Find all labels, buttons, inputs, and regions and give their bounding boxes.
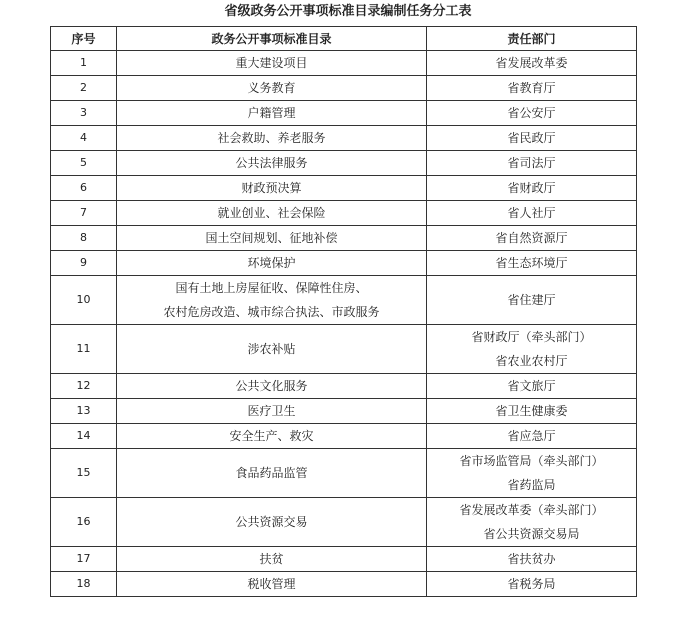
table-row	[51, 201, 637, 226]
responsible-dept-line: 省农业农村厅	[495, 354, 568, 368]
table-row	[51, 374, 637, 399]
catalog-item-cell	[117, 251, 427, 276]
table-row	[51, 226, 637, 251]
serial-number-cell: 6	[51, 176, 117, 201]
responsible-dept-line: 省税务局	[507, 577, 556, 591]
responsible-dept-line: 省住建厅	[507, 293, 556, 307]
responsible-dept-cell	[427, 51, 637, 76]
serial-number-cell: 2	[51, 76, 117, 101]
catalog-item-cell	[117, 126, 427, 151]
responsible-dept-line: 省人社厅	[507, 206, 556, 220]
responsible-dept-line: 省教育厅	[507, 81, 556, 95]
table-row	[51, 325, 637, 374]
responsible-dept-cell	[427, 424, 637, 449]
catalog-item-line: 义务教育	[247, 81, 296, 95]
header-serial-number: 序号	[51, 27, 117, 51]
responsible-dept-cell	[427, 76, 637, 101]
serial-number-cell: 4	[51, 126, 117, 151]
responsible-dept-cell	[427, 399, 637, 424]
responsible-dept-cell	[427, 226, 637, 251]
table-row	[51, 498, 637, 547]
catalog-item-cell	[117, 449, 427, 498]
table-row	[51, 424, 637, 449]
catalog-item-line: 农村危房改造、城市综合执法、市政服务	[163, 305, 380, 319]
table-row	[51, 547, 637, 572]
serial-number-cell: 16	[51, 498, 117, 547]
serial-number-cell: 10	[51, 276, 117, 325]
responsible-dept-cell	[427, 498, 637, 547]
responsible-dept-line: 省自然资源厅	[495, 231, 568, 245]
responsible-dept-line: 省司法厅	[507, 156, 556, 170]
table-row	[51, 101, 637, 126]
catalog-item-line: 涉农补贴	[247, 342, 296, 356]
serial-number-cell: 14	[51, 424, 117, 449]
responsible-dept-line: 省文旅厅	[507, 379, 556, 393]
catalog-item-line: 国有土地上房屋征收、保障性住房、	[175, 281, 368, 295]
catalog-item-cell	[117, 399, 427, 424]
serial-number-cell: 13	[51, 399, 117, 424]
catalog-item-line: 国土空间规划、征地补偿	[205, 231, 338, 245]
responsible-dept-cell	[427, 126, 637, 151]
catalog-item-cell	[117, 76, 427, 101]
catalog-item-cell	[117, 151, 427, 176]
responsible-dept-cell	[427, 449, 637, 498]
catalog-item-cell	[117, 498, 427, 547]
catalog-item-cell	[117, 226, 427, 251]
responsible-dept-line: 省财政厅（牵头部门）	[471, 330, 592, 344]
serial-number-cell: 5	[51, 151, 117, 176]
serial-number-cell: 15	[51, 449, 117, 498]
catalog-item-cell	[117, 101, 427, 126]
responsible-dept-line: 省生态环境厅	[495, 256, 568, 270]
responsible-dept-line: 省发展改革委	[495, 56, 568, 70]
responsible-dept-cell	[427, 374, 637, 399]
catalog-item-line: 税收管理	[247, 577, 296, 591]
serial-number-cell: 3	[51, 101, 117, 126]
responsible-dept-line: 省民政厅	[507, 131, 556, 145]
catalog-item-line: 环境保护	[247, 256, 296, 270]
serial-number-cell: 8	[51, 226, 117, 251]
table-row	[51, 449, 637, 498]
table-row	[51, 176, 637, 201]
serial-number-cell: 11	[51, 325, 117, 374]
catalog-item-line: 就业创业、社会保险	[217, 206, 326, 220]
table-row	[51, 76, 637, 101]
catalog-item-line: 安全生产、救灾	[229, 429, 314, 443]
catalog-item-cell	[117, 51, 427, 76]
catalog-item-line: 重大建设项目	[235, 56, 308, 70]
serial-number-cell: 7	[51, 201, 117, 226]
responsible-dept-cell	[427, 547, 637, 572]
task-division-table	[50, 26, 637, 597]
catalog-item-line: 食品药品监管	[235, 466, 308, 480]
responsible-dept-cell	[427, 325, 637, 374]
responsible-dept-cell	[427, 151, 637, 176]
serial-number-cell: 17	[51, 547, 117, 572]
serial-number-cell: 9	[51, 251, 117, 276]
responsible-dept-line: 省公共资源交易局	[483, 527, 580, 541]
catalog-item-line: 社会救助、养老服务	[217, 131, 326, 145]
catalog-item-cell	[117, 572, 427, 597]
catalog-item-line: 公共资源交易	[235, 515, 308, 529]
catalog-item-cell	[117, 325, 427, 374]
catalog-item-cell	[117, 176, 427, 201]
responsible-dept-cell	[427, 101, 637, 126]
serial-number-cell: 12	[51, 374, 117, 399]
table-row	[51, 251, 637, 276]
table-row	[51, 126, 637, 151]
catalog-item-line: 医疗卫生	[247, 404, 296, 418]
responsible-dept-cell	[427, 572, 637, 597]
catalog-item-cell	[117, 276, 427, 325]
responsible-dept-line: 省扶贫办	[507, 552, 556, 566]
responsible-dept-line: 省应急厅	[507, 429, 556, 443]
serial-number-cell: 18	[51, 572, 117, 597]
catalog-item-cell	[117, 201, 427, 226]
responsible-dept-line: 省发展改革委（牵头部门）	[459, 503, 604, 517]
responsible-dept-cell	[427, 276, 637, 325]
table-row	[51, 51, 637, 76]
responsible-dept-cell	[427, 251, 637, 276]
table-row	[51, 151, 637, 176]
responsible-dept-cell	[427, 176, 637, 201]
table-row	[51, 276, 637, 325]
serial-number-cell: 1	[51, 51, 117, 76]
responsible-dept-line: 省市场监管局（牵头部门）	[459, 454, 604, 468]
responsible-dept-cell	[427, 201, 637, 226]
catalog-item-line: 扶贫	[259, 552, 284, 566]
responsible-dept-line: 省药监局	[507, 478, 556, 492]
catalog-item-cell	[117, 424, 427, 449]
catalog-item-line: 公共法律服务	[235, 156, 308, 170]
catalog-item-line: 户籍管理	[247, 106, 296, 120]
responsible-dept-line: 省财政厅	[507, 181, 556, 195]
header-catalog-item: 政务公开事项标准目录	[117, 27, 427, 51]
catalog-item-line: 财政预决算	[241, 181, 302, 195]
catalog-item-cell	[117, 374, 427, 399]
header-responsible-dept: 责任部门	[427, 27, 637, 51]
header-row	[51, 27, 637, 51]
responsible-dept-line: 省公安厅	[507, 106, 556, 120]
table-row	[51, 399, 637, 424]
catalog-item-cell	[117, 547, 427, 572]
table-title: 省级政务公开事项标准目录编制任务分工表	[224, 4, 472, 19]
responsible-dept-line: 省卫生健康委	[495, 404, 568, 418]
catalog-item-line: 公共文化服务	[235, 379, 308, 393]
table-row	[51, 572, 637, 597]
